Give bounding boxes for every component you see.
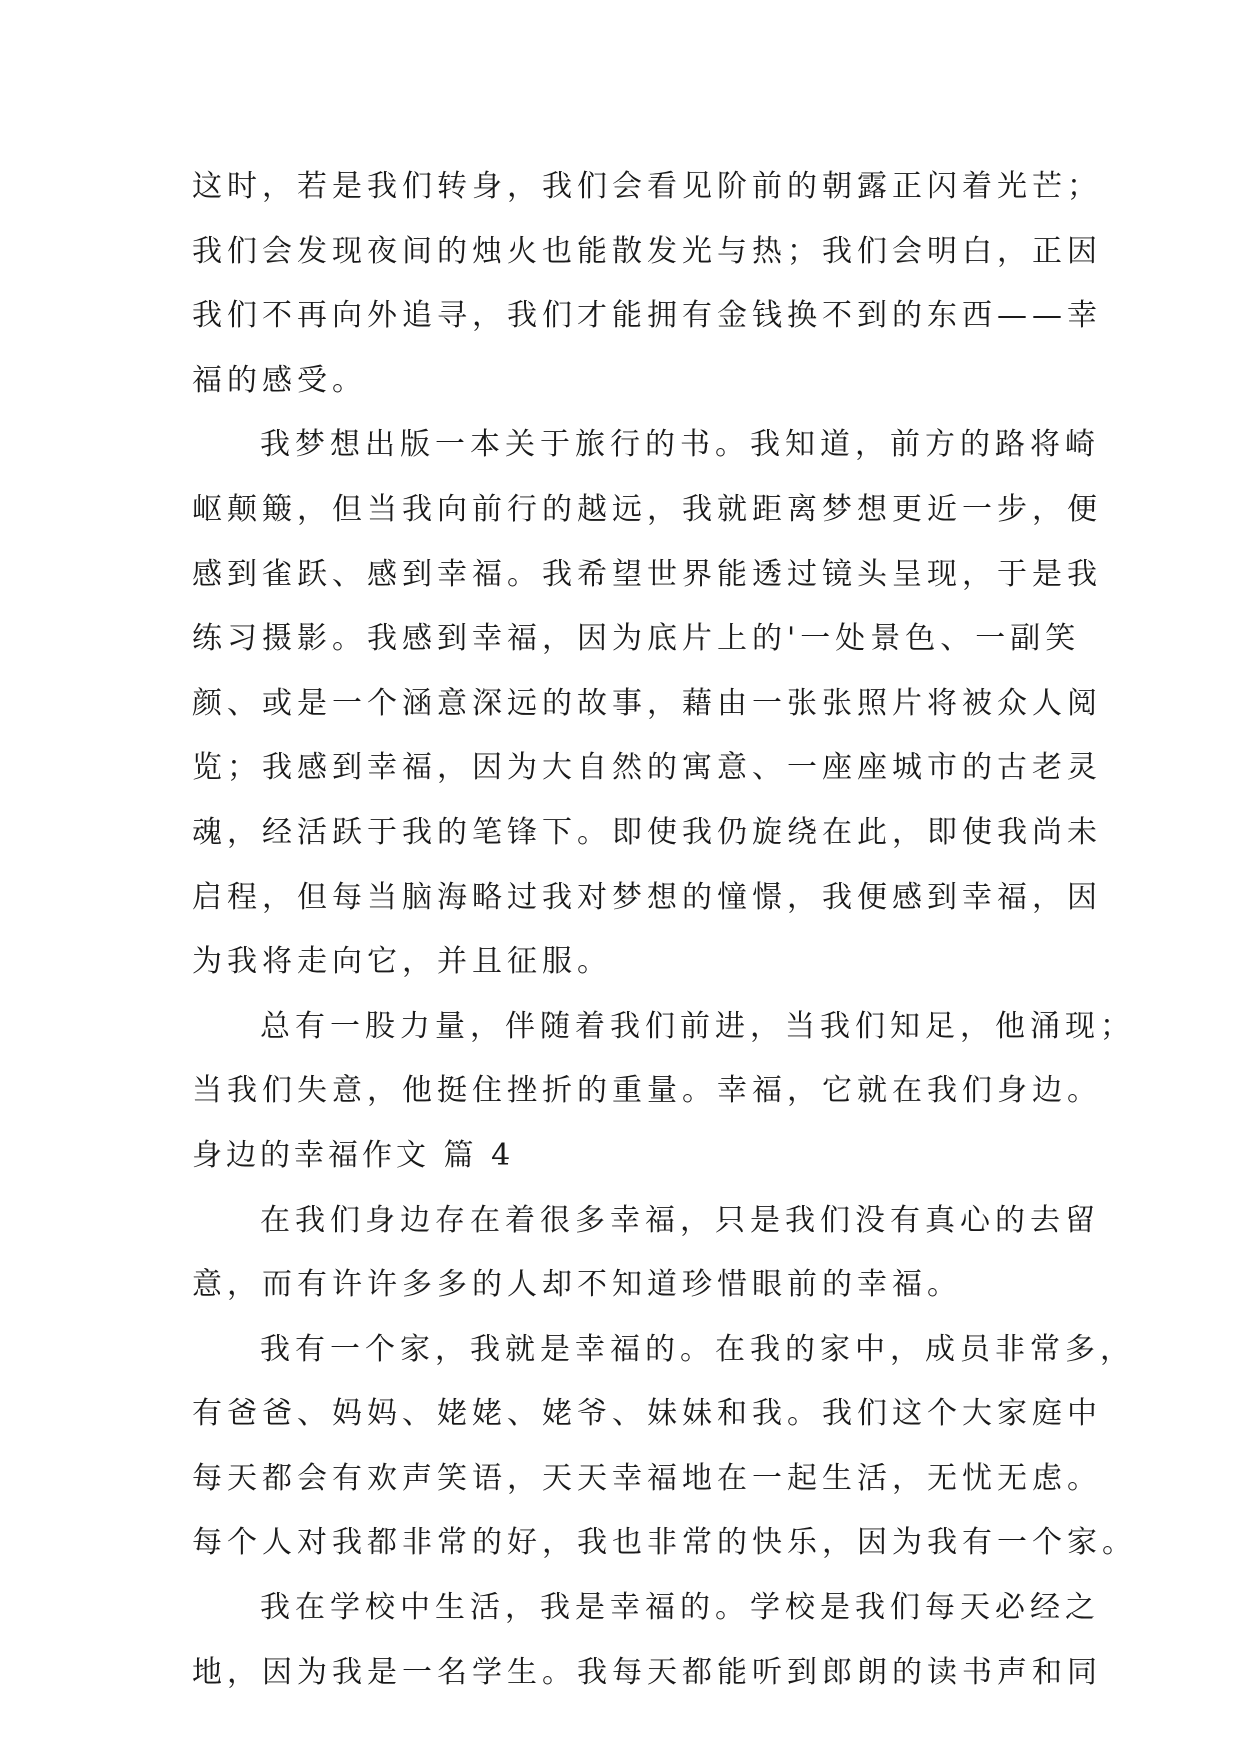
- text-line: 为我将走向它，并且征服。: [192, 944, 612, 980]
- text-line: 有爸爸、妈妈、姥姥、姥爷、妹妹和我。我们这个大家庭中: [192, 1396, 1102, 1432]
- text-line: 在我们身边存在着很多幸福，只是我们没有真心的去留: [260, 1202, 1100, 1238]
- text-line: 这时，若是我们转身，我们会看见阶前的朝露正闪着光芒；: [192, 169, 1102, 204]
- text-line: 我有一个家，我就是幸福的。在我的家中，成员非常多，: [260, 1331, 1135, 1367]
- text-line: 总有一股力量，伴随着我们前进，当我们知足，他涌现；: [260, 1008, 1135, 1044]
- text-line: 我们会发现夜间的烛火也能散发光与热；我们会明白，正因: [192, 233, 1102, 269]
- text-line: 福的感受。: [192, 362, 367, 398]
- text-line: 览；我感到幸福，因为大自然的寓意、一座座城市的古老灵: [192, 750, 1102, 786]
- section-heading: 身边的幸福作文 篇 4: [192, 1137, 515, 1173]
- text-line: 意，而有许许多多的人却不知道珍惜眼前的幸福。: [192, 1267, 962, 1303]
- text-line: 启程，但每当脑海略过我对梦想的憧憬，我便感到幸福，因: [192, 879, 1102, 915]
- text-line: 岖颠簸，但当我向前行的越远，我就距离梦想更近一步，便: [192, 491, 1102, 527]
- text-line: 魂，经活跃于我的笔锋下。即使我仍旋绕在此，即使我尚未: [192, 814, 1102, 850]
- text-line: 每天都会有欢声笑语，天天幸福地在一起生活，无忧无虑。: [192, 1460, 1102, 1496]
- text-line: 我在学校中生活，我是幸福的。学校是我们每天必经之: [260, 1590, 1100, 1626]
- text-line: 每个人对我都非常的好，我也非常的快乐，因为我有一个家。: [192, 1525, 1137, 1561]
- text-line: 我们不再向外追寻，我们才能拥有金钱换不到的东西——幸: [192, 298, 1102, 334]
- text-line: 地，因为我是一名学生。我每天都能听到郎朗的读书声和同: [192, 1654, 1102, 1690]
- text-line: 颜、或是一个涵意深远的故事，藉由一张张照片将被众人阅: [192, 685, 1102, 721]
- text-line: 我梦想出版一本关于旅行的书。我知道，前方的路将崎: [260, 427, 1100, 463]
- text-line: 当我们失意，他挺住挫折的重量。幸福，它就在我们身边。: [192, 1073, 1102, 1109]
- text-line: 练习摄影。我感到幸福，因为底片上的'一处景色、一副笑: [192, 621, 1081, 657]
- text-line: 感到雀跃、感到幸福。我希望世界能透过镜头呈现，于是我: [192, 556, 1102, 592]
- article-body: [192, 155, 1137, 1705]
